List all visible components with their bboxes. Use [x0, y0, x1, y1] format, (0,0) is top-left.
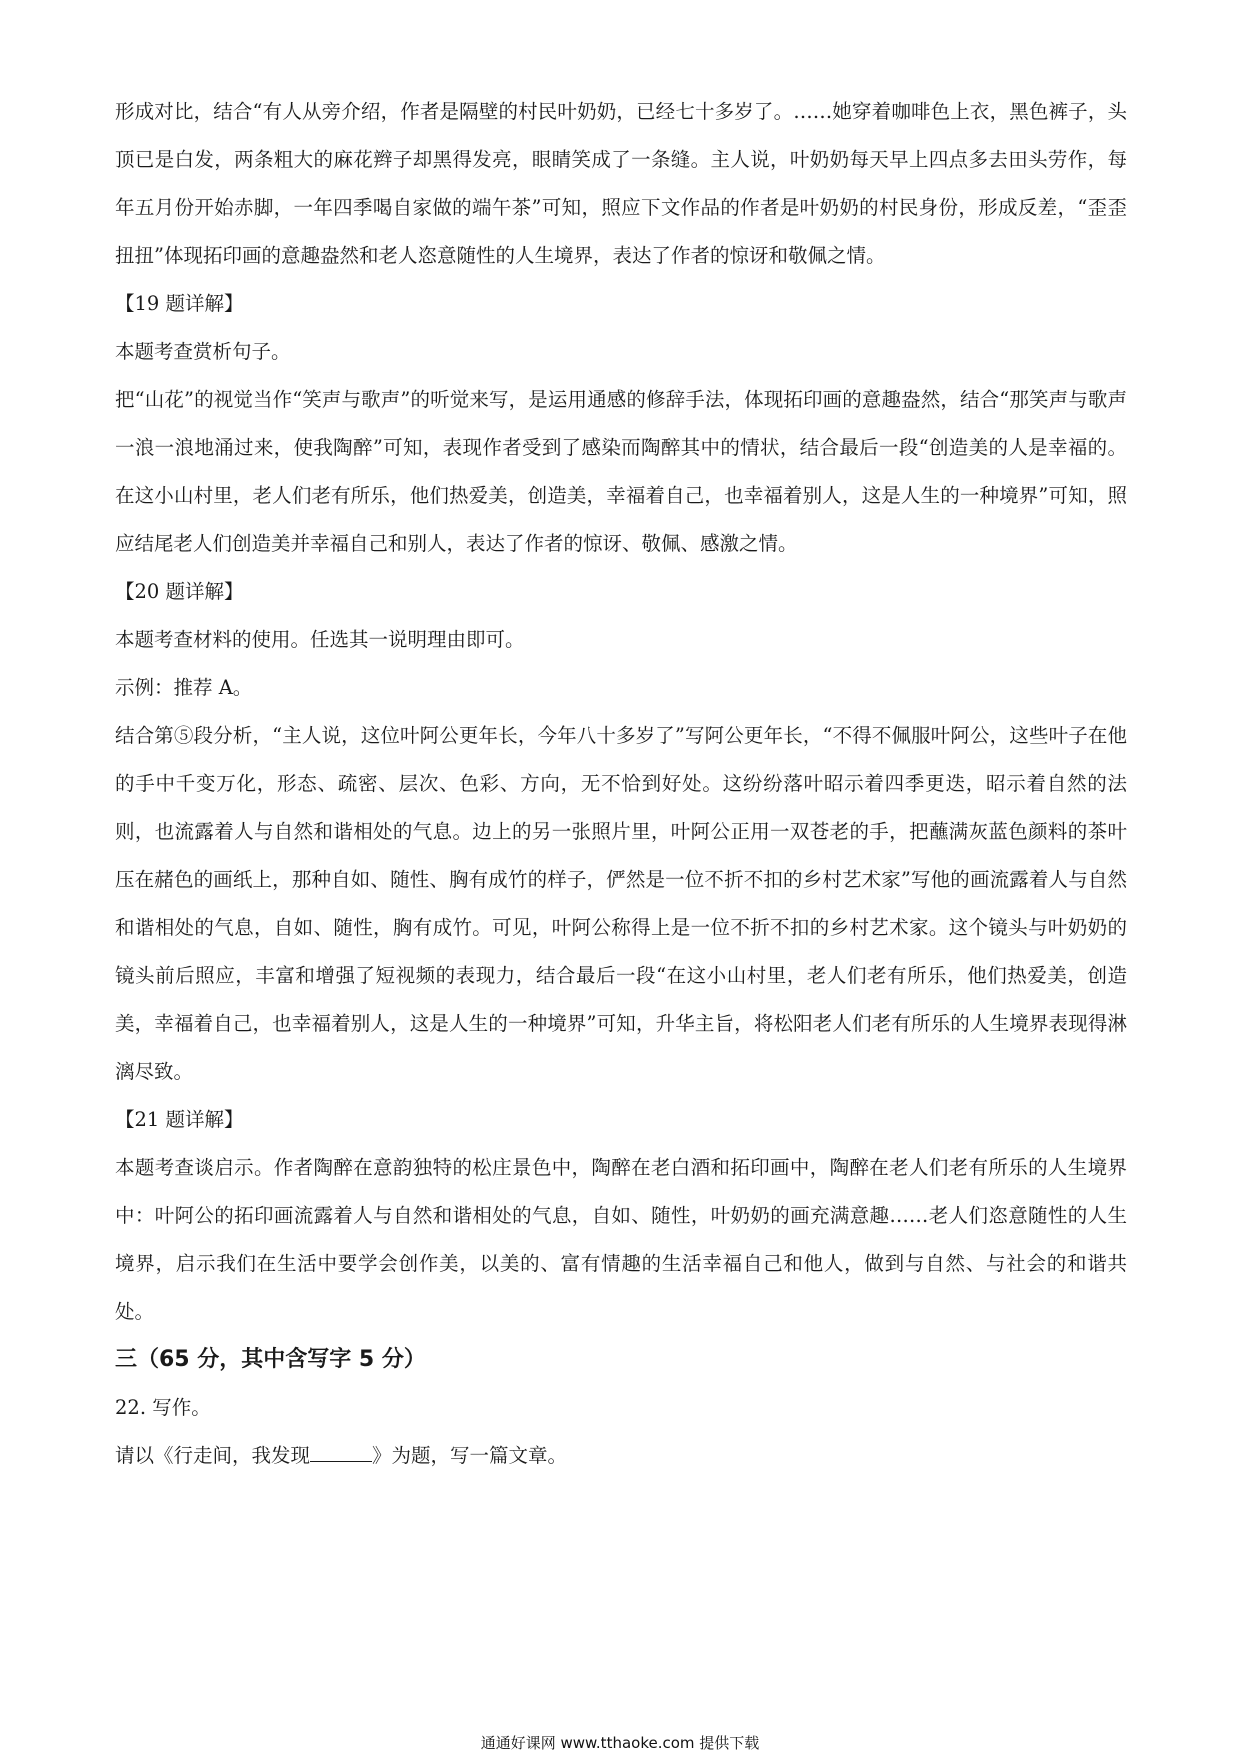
writing-prompt-start: 请以《行走间，我发现 [115, 1444, 311, 1467]
question-20-heading: 【20 题详解】 [115, 580, 244, 603]
section-3-title: 三（65 分，其中含写字 5 分） [115, 1347, 426, 1372]
question-21-heading: 【21 题详解】 [115, 1108, 244, 1131]
question-20-intro: 本题考查材料的使用。任选其一说明理由即可。 [115, 628, 525, 651]
writing-prompt-end: 》为题，写一篇文章。 [372, 1444, 568, 1467]
question-21-answer: 本题考查谈启示。作者陶醉在意韵独特的松庄景色中，陶醉在老白酒和拓印画中，陶醉在老人们老有所乐的人生境界中：叶阿公的拓印画流露着人与自然和谐相处的气息，自如、随性，叶奶奶的画充满意趣……老人们恣意随性的人生境界，启示我们在生活中要学会创作美，以美的、富有情趣的生活幸福自己和他人，做到与自然、与社会的和谐共处。 [115, 1156, 1127, 1323]
question-19-intro: 本题考查赏析句子。 [115, 340, 291, 363]
answer-18-continuation: 形成对比，结合“有人从旁介绍，作者是隔壁的村民叶奶奶，已经七十多岁了。……她穿着咖啡色上衣，黑色裤子，头顶已是白发，两条粗大的麻花辫子却黑得发亮，眼睛笑成了一条缝。主人说，叶奶奶每天早上四点多去田头劳作，每年五月份开始赤脚，一年四季喝自家做的端午茶”可知，照应下文作品的作者是叶奶奶的村民身份，形成反差，“歪歪扭扭”体现拓印画的意趣盎然和老人恣意随性的人生境界，表达了作者的惊讶和敬佩之情。 [115, 100, 1127, 267]
document-body [115, 88, 1127, 1480]
question-19-heading: 【19 题详解】 [115, 292, 244, 315]
question-22-label: 22. 写作。 [115, 1396, 211, 1419]
question-20-example: 示例：推荐 A。 [115, 676, 253, 699]
page-footer: 通通好课网 www.tthaoke.com 提供下载 [480, 1734, 760, 1752]
writing-prompt [115, 1432, 1127, 1480]
question-20-answer: 结合第⑤段分析，“主人说，这位叶阿公更年长，今年八十多岁了”写阿公更年长，“不得不佩服叶阿公，这些叶子在他的手中千变万化，形态、疏密、层次、色彩、方向，无不恰到好处。这纷纷落叶昭示着四季更迭，昭示着自然的法则，也流露着人与自然和谐相处的气息。边上的另一张照片里，叶阿公正用一双苍老的手，把蘸满灰蓝色颜料的茶叶压在赭色的画纸上，那种自如、随性、胸有成竹的样子，俨然是一位不折不扣的乡村艺术家”写他的画流露着人与自然和谐相处的气息，自如、随性，胸有成竹。可见，叶阿公称得上是一位不折不扣的乡村艺术家。这个镜头与叶奶奶的镜头前后照应，丰富和增强了短视频的表现力，结合最后一段“在这小山村里，老人们老有所乐，他们热爱美，创造美，幸福着自己，也幸福着别人，这是人生的一种境界”可知，升华主旨，将松阳老人们老有所乐的人生境界表现得淋漓尽致。 [115, 724, 1127, 1083]
fill-in-blank [310, 1443, 372, 1462]
question-19-answer: 把“山花”的视觉当作“笑声与歌声”的听觉来写，是运用通感的修辞手法，体现拓印画的意趣盎然，结合“那笑声与歌声一浪一浪地涌过来，使我陶醉”可知，表现作者受到了感染而陶醉其中的情状，结合最后一段“创造美的人是幸福的。在这小山村里，老人们老有所乐，他们热爱美，创造美，幸福着自己，也幸福着别人，这是人生的一种境界”可知，照应结尾老人们创造美并幸福自己和别人，表达了作者的惊讶、敬佩、感激之情。 [115, 388, 1127, 555]
